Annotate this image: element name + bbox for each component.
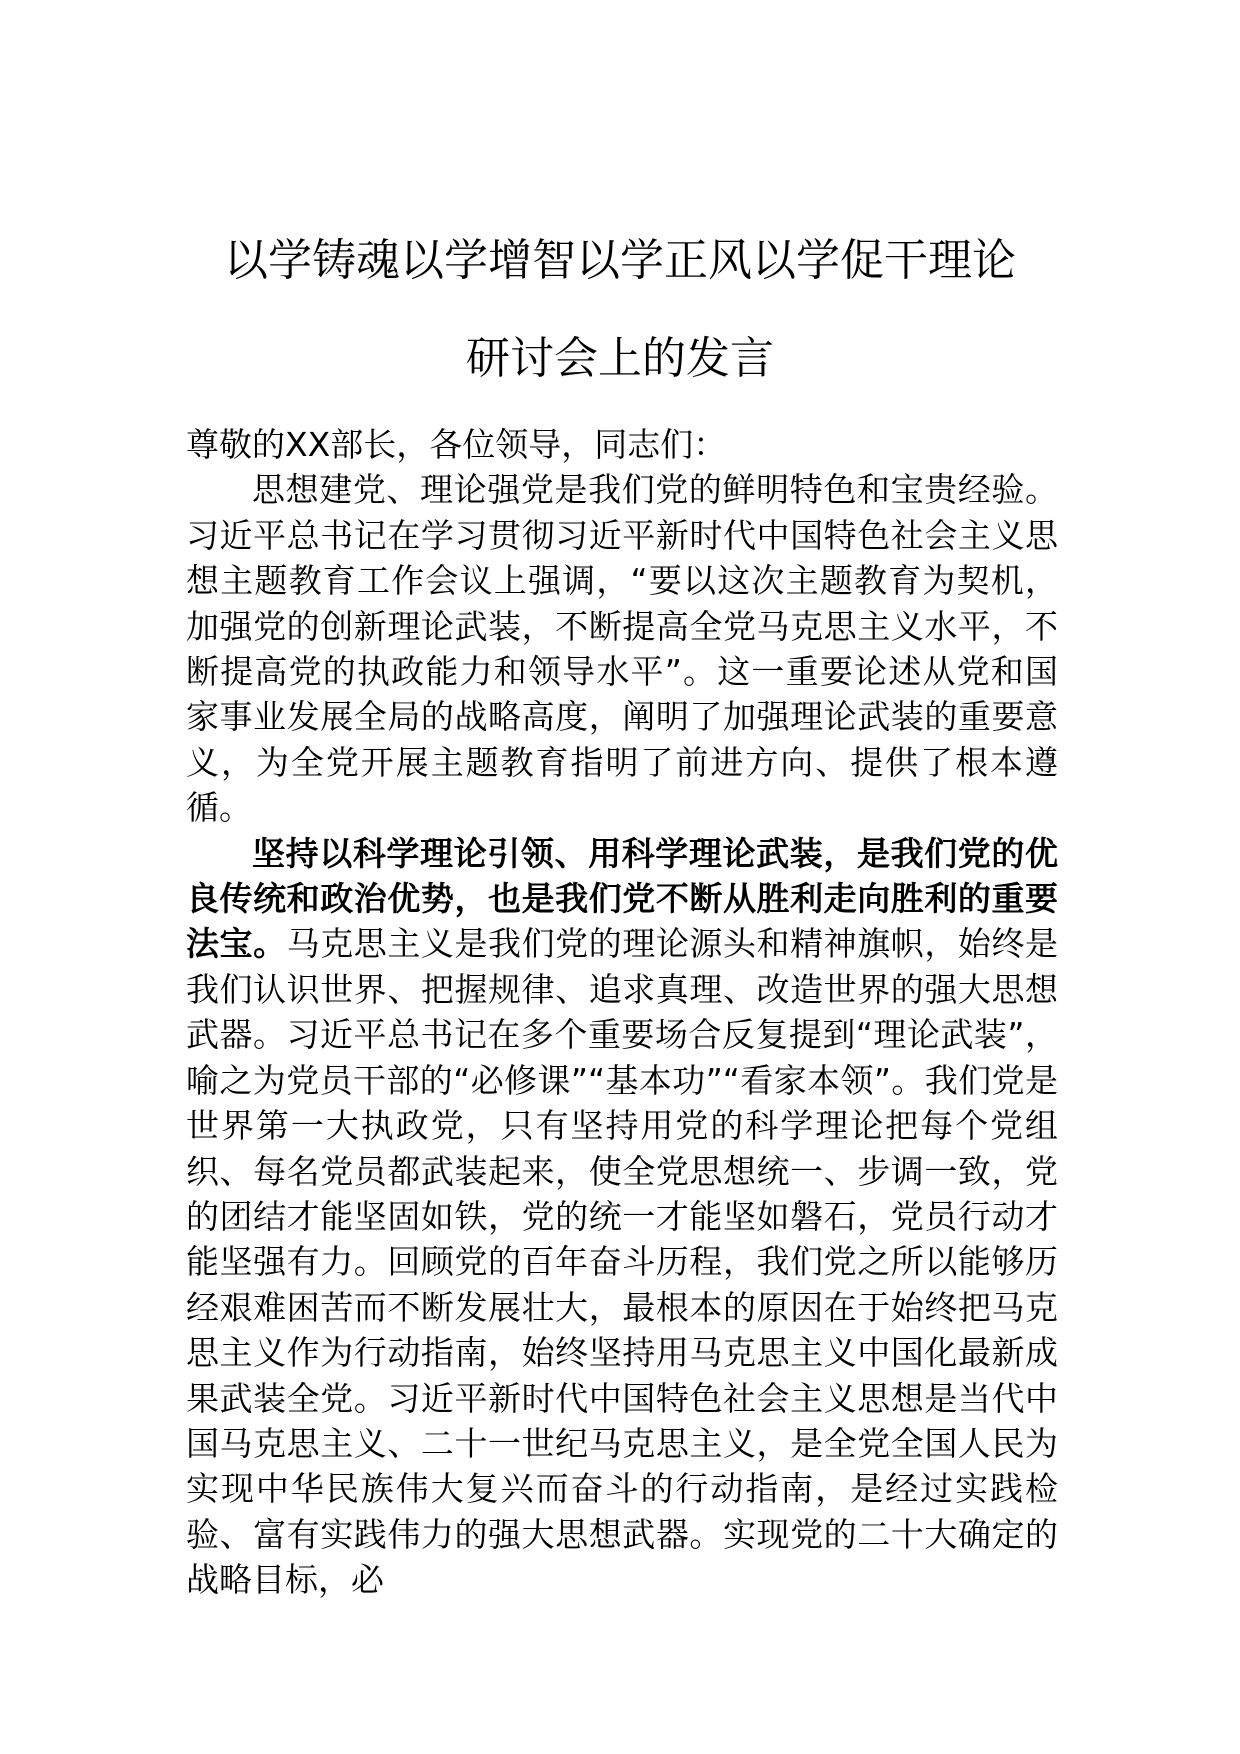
- salutation: 尊敬的XX部长，各位领导，同志们：: [186, 425, 727, 464]
- paragraph-2: [186, 831, 1058, 1603]
- document-body: [186, 422, 1058, 1603]
- paragraph-2-body: 马克思主义是我们党的理论源头和精神旗帜，始终是我们认识世界、把握规律、追求真理、改造世界的强大思想武器。习近平总书记在多个重要场合反复提到“理论武装”，喻之为党员干部的“必修课”“基本功”“看家本领”。我们党是世界第一大执政党，只有坚持用党的科学理论把每个党组织、每名党员都武装起来，使全党思想统一、步调一致，党的团结才能坚固如铁，党的统一才能坚如磐石，党员行动才能坚强有力。回顾党的百年奋斗历程，我们党之所以能够历经艰难困苦而不断发展壮大，最根本的原因在于始终把马克思主义作为行动指南，始终坚持用马克思主义中国化最新成果武装全党。习近平新时代中国特色社会主义思想是当代中国马克思主义、二十一世纪马克思主义，是全党全国人民为实现中华民族伟大复兴而奋斗的行动指南，是经过实践检验、富有实践伟力的强大思想武器。实现党的二十大确定的战略目标，必: [186, 924, 1059, 1600]
- paragraph-1: 思想建党、理论强党是我们党的鲜明特色和宝贵经验。习近平总书记在学习贯彻习近平新时代中国特色社会主义思想主题教育工作会议上强调，“要以这次主题教育为契机，加强党的创新理论武装，不断提高全党马克思主义水平，不断提高党的执政能力和领导水平”。这一重要论述从党和国家事业发展全局的战略高度，阐明了加强理论武装的重要意义，为全党开展主题教育指明了前进方向、提供了根本遵循。: [186, 470, 1058, 828]
- title-line-1: 以学铸魂以学增智以学正风以学促干理论: [224, 235, 1016, 286]
- document-title: [160, 212, 1080, 408]
- title-line-2: 研讨会上的发言: [466, 333, 774, 384]
- paragraph-2-lead: 坚持以科学理论引领、用科学理论武装，是我们党的优良传统和政治优势，也是我们党不断从胜利走向胜利的重要法宝。: [186, 833, 1058, 964]
